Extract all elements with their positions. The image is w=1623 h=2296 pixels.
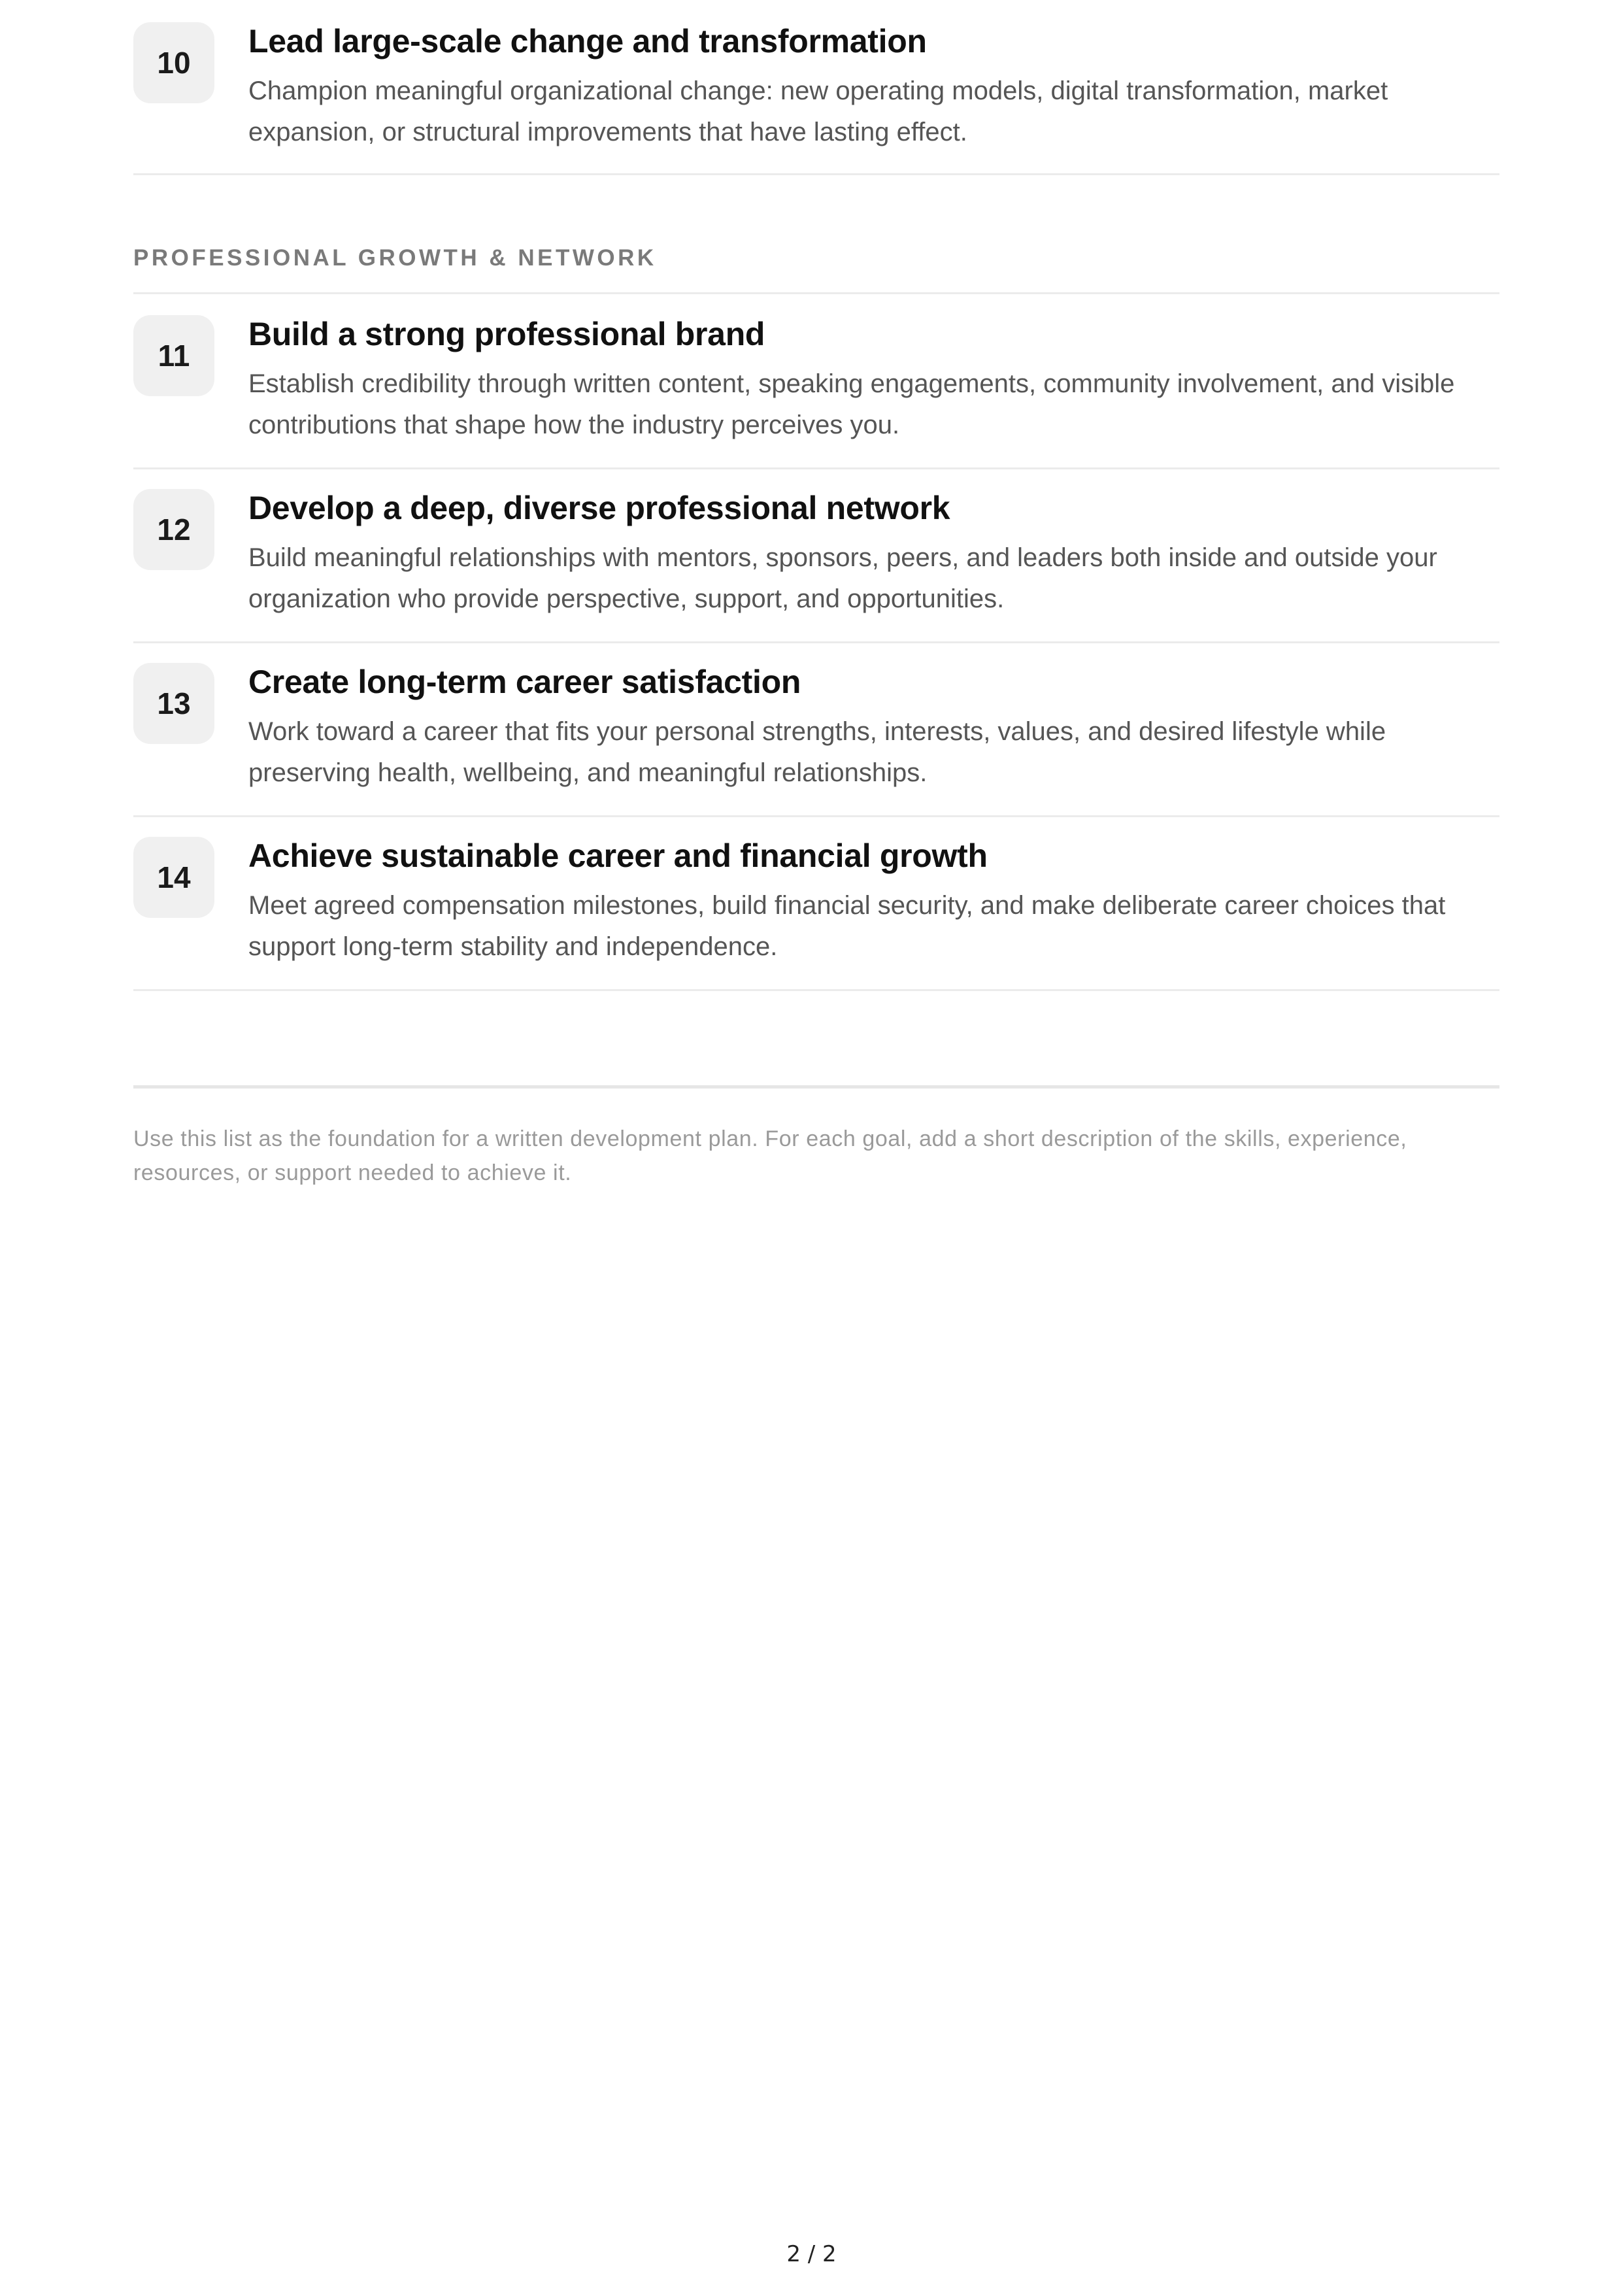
footer-note: Use this list as the foundation for a written development plan. For each goal, add a short description of the skills, experience, resources, or support needed to achieve it. — [133, 1126, 1407, 1185]
goal-title: Achieve sustainable career and financial growth — [248, 837, 988, 874]
goal-number-badge: 14 — [133, 837, 214, 918]
page-number: 2 / 2 — [786, 2241, 837, 2267]
goal-text — [248, 21, 1499, 153]
goal-description: Establish credibility through written content, speaking engagements, community involvement, and visible contributions that shape how the industry perceives you. — [248, 369, 1455, 439]
goal-item — [133, 817, 1499, 991]
goal-title: Build a strong professional brand — [248, 316, 765, 352]
goal-description: Build meaningful relationships with mentors, sponsors, peers, and leaders both inside and outside your organization who provide perspective, support, and opportunities. — [248, 543, 1437, 613]
goal-text — [248, 314, 1499, 446]
goal-text — [248, 662, 1499, 794]
goal-description: Work toward a career that fits your personal strengths, interests, values, and desired lifestyle while preserving health, wellbeing, and meaningful relationships. — [248, 717, 1386, 787]
goal-number-badge: 10 — [133, 22, 214, 103]
goal-number-badge: 11 — [133, 315, 214, 396]
goal-item — [133, 295, 1499, 469]
section-header: PROFESSIONAL GROWTH & NETWORK — [133, 242, 1499, 294]
goal-text — [248, 488, 1499, 620]
goal-title: Develop a deep, diverse professional network — [248, 490, 950, 526]
goal-description: Champion meaningful organizational change: new operating models, digital transformation, market expansion, or structural improvements that have lasting effect. — [248, 76, 1388, 146]
goal-list-top — [133, 0, 1499, 175]
goal-item — [133, 469, 1499, 643]
goal-item — [133, 643, 1499, 817]
goal-title: Create long-term career satisfaction — [248, 664, 801, 700]
goal-description: Meet agreed compensation milestones, build financial security, and make deliberate career choices that support long-term stability and independence. — [248, 891, 1446, 961]
goal-title: Lead large-scale change and transformation — [248, 23, 927, 59]
footer-divider — [133, 1085, 1499, 1089]
goal-text — [248, 836, 1499, 968]
goal-number-badge: 12 — [133, 489, 214, 570]
goal-item — [133, 0, 1499, 175]
goal-number-badge: 13 — [133, 663, 214, 744]
goal-list — [133, 295, 1499, 991]
